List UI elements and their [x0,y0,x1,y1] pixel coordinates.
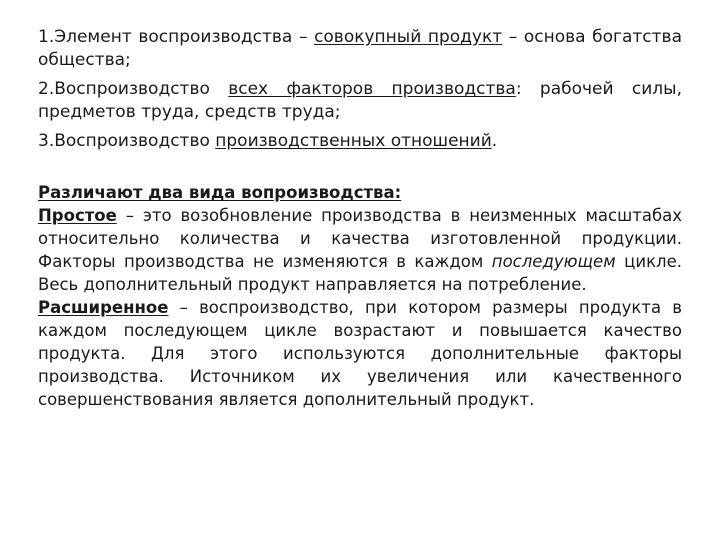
reproduction-list [38,26,682,153]
item3-underlined: производственных отношений [215,131,492,151]
simple-text-1: – это возобновление производства в неизменных масштабах относительно количества и качества изготовленной продукции. Факторы производства не изменяются в каждом [38,206,682,271]
types-heading: Различают два вида вопроизводства: [38,183,402,202]
simple-reproduction [38,204,682,296]
item2-prefix: 2.Воспроизводство [38,79,229,99]
item2-underlined: всех факторов производства [228,79,516,99]
extended-term: Расширенное [38,298,169,317]
simple-italic: последующем [491,252,616,271]
list-item-3 [38,130,682,153]
item3-prefix: 3.Воспроизводство [38,131,216,151]
item3-suffix: . [491,131,498,151]
extended-reproduction [38,296,682,411]
item2-suffix: : рабочей силы, предметов труда, средств труда; [38,79,682,122]
simple-text-2: цикле. Весь дополнительный продукт направляется на потребление. [38,252,682,294]
extended-text: – воспроизводство, при котором размеры продукта в каждом последующем цикле возрастают и повышается качество продукта. Для этого используются дополнительные факторы производства. Источником их увеличения или качественного совершенствования является дополнительный продукт. [38,298,682,409]
item1-underlined: совокупный продукт [314,27,503,47]
item1-suffix: – основа богатства общества; [38,27,682,70]
list-item-2 [38,78,682,124]
item1-prefix: 1.Элемент воспроизводства – [38,27,315,47]
simple-term: Простое [38,206,117,225]
reproduction-types [38,181,682,411]
list-item-1 [38,26,682,72]
